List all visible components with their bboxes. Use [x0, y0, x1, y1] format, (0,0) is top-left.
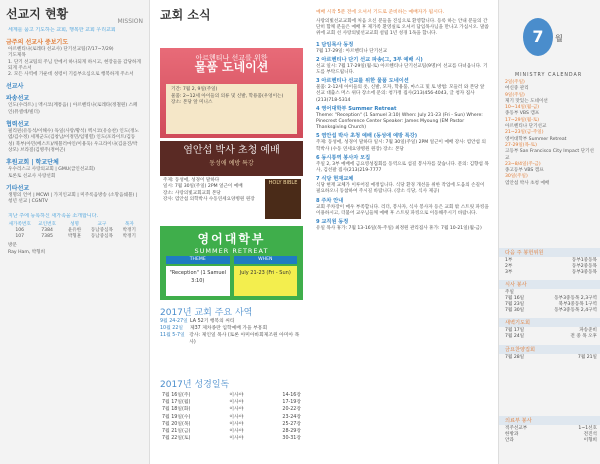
reading-date: 7월 22일(토) — [162, 436, 191, 442]
friday-worship-section-title: 금요찬양집회 — [499, 345, 600, 354]
reading-book: 이사야 — [229, 407, 244, 413]
announcement-heading: 8 주차 안내 — [316, 197, 344, 204]
schedule-text: 제37 제차종란 입학예배 가을 부흥회 — [190, 326, 268, 331]
schedule-date: 9월 24-27일 — [160, 319, 188, 324]
ministry-events — [505, 80, 597, 187]
event-date: 30일(주일) — [505, 174, 528, 180]
announcement-body: 선교 일시: 7월 17-29일(월-토) 아르헨티나 단기선교팀(9명)이 선교를 다녀옵니다. 기도를 부탁드립니다. — [316, 63, 488, 76]
offering-section-title: 다음 주 봉헌위원 — [499, 248, 600, 257]
announcements-header-note: 예배 시작 5분 전에 오셔서 기도로 준비하는 예배자가 됩시다. — [316, 10, 444, 15]
reading-book: 이사야 — [229, 436, 244, 442]
list-item — [316, 57, 490, 76]
reading-chapters: 14-16장 — [282, 393, 301, 398]
announcements-intro: 사랑의빛선교교회에 처음 오신 분들을 진심으로 환영합니다. 등록 하는 안내 분들의 간단히 함께 분들은 예배 후 제가족 환영실로 오셔서 담임목사님을 만나고 가십시오. 말씀 위에 교회 선 사랑의빛선교교회 설립 1년 성경 1독을 합니다. — [316, 19, 489, 37]
reading-chapters: 28-29장 — [282, 429, 301, 435]
theme-label: THEME — [166, 256, 230, 264]
other-mission-text: 생명의 언어 | MCWI | 가지인교회 | 미주록음방송 (소망음쉐블) | 청년 선교 | CGNTV — [8, 192, 138, 205]
prayer-line: 2. 모든 사역에 가운데 성령이 기름부으심으로 행복하게 주소서 — [8, 72, 134, 78]
dawn-prayer-section-title: 새벽기도회 — [499, 318, 600, 327]
visitor-label: 방문 — [8, 243, 17, 249]
event-name: 제기 맛있는 도네이션 — [505, 98, 548, 104]
announcement-body: Theme: "Reception" (1 Samuel 3:10) When: July 21-23 (Fri - Sun) Where: Pinecrest Conference Center Speaker: James Myoung (EM Pastor Thanksgiving Church) — [316, 112, 483, 131]
month-label: 월 — [555, 34, 563, 43]
bible-icon — [265, 179, 301, 219]
support-church-text: 토론토 선교사 사랑선회 — [8, 173, 56, 179]
row-label: 2부 — [505, 264, 513, 270]
list-item — [505, 308, 597, 314]
reading-date: 7월 18일(화) — [162, 407, 191, 413]
table-cell: 박정기 — [122, 228, 136, 234]
retreat-banner-en: SUMMER RETREAT — [194, 247, 269, 255]
list-item — [316, 155, 490, 174]
table-cell: 동남중심목 — [90, 228, 114, 234]
retreat-theme: "Reception" (1 Samuel 3:10) — [166, 266, 230, 296]
announcement-body: 식당 현재 교체가 이루어질 예정입니다. 식당 환경 개선을 위한 작업에 도움의 손길이 필요하오니 동참하여 주시길 바랍니다. (장소 식당, 식사 제공) — [316, 183, 485, 195]
schedule-text: 강사: 제인일 목사 (토론 아미아바회제조원 아미아 목사) — [189, 333, 300, 345]
mission-headline: 세계를 품고 기도하는 교회, 행복한 교회 우리교회 — [8, 27, 116, 33]
list-item — [505, 270, 597, 276]
missionary-section-title: 선교사 — [6, 83, 24, 91]
event-date: 27-29일(목-토) — [505, 142, 537, 148]
list-item — [505, 355, 597, 361]
announcement-body: 주제: 동성애, 성경이 말하다 일시: 7월 30일(주일) 2PM 얼근이 예배 강사: 염안섭 의학박사 (수동 연세요양병원 원장) 장소: 본당 — [316, 140, 486, 152]
reading-book: 이사야 — [229, 421, 244, 427]
row-value: 이형희 — [583, 438, 597, 444]
event-name: 여신중 관리 — [505, 86, 529, 92]
reading-book: 이사야 — [229, 400, 244, 406]
reading-chapters: 20-22장 — [282, 407, 301, 413]
table-header-cell: 교구 — [97, 222, 107, 228]
meal-list — [505, 290, 597, 314]
event-name: 고등부 San Francisco City Impact 단기선교 — [505, 149, 594, 161]
event-name: 염안섭 박사 초청 예배 — [505, 180, 550, 186]
table-cell: 106 — [15, 228, 25, 234]
medical-section-title: 의료부 봉사 — [499, 416, 600, 425]
prayer-line: 기도제목 — [8, 53, 26, 59]
schedule-date: 11월 5-7일 — [160, 333, 185, 338]
other-mission-title: 기타선교 — [6, 184, 30, 192]
lecture-banner-subtitle: 동성애 예방 특강 — [209, 160, 254, 167]
lecture-detail: 장소: 사랑의빛교회교회 본당 — [163, 190, 221, 196]
event-date: 21~23일(금-주일) — [505, 130, 544, 136]
reading-book: 이사야 — [229, 414, 244, 420]
reading-date: 7월 20일(목) — [162, 421, 191, 427]
mission-title-text: 선교지 현황 — [6, 7, 69, 21]
announcement-heading: 7 식당 현재교체 — [316, 176, 354, 183]
retreat-banner-title: 영어대학부 — [197, 232, 266, 246]
reading-date: 7월 19일(수) — [162, 414, 191, 420]
reading-chapters: 30-31장 — [282, 436, 301, 442]
partner-mission-text: 필리핀(유동석/이해수) 독일(사랑/황석) 멕시코(유승찬) 인도(정노엽/김수정) 세계군도(김창남/이정민/임명렬) 인도(포라이트/김동성) 북부(아민(베스트)/캐블러마인/이용욱) 우크라이나(김윤진/박상모) 브라질(김병주(정여곤) — [8, 129, 139, 153]
event-date: 23~8/4일(주-금) — [505, 161, 541, 167]
list-item — [160, 332, 303, 346]
announcement-body: 7월 17-29일: 아르헨티나 단기선교 — [316, 48, 388, 54]
bible-reading-title: 2017년 성경일독 — [160, 380, 230, 390]
row-value: 동부3중동목 2,3구역 — [554, 296, 597, 302]
list-item — [316, 106, 490, 132]
donation-banner-heading — [160, 48, 303, 72]
list-item — [160, 399, 303, 406]
lecture-banner-heading — [160, 141, 303, 176]
medical-list — [505, 426, 597, 444]
row-label: 적주선교부 — [505, 426, 528, 431]
row-label: 안과 — [505, 438, 514, 444]
announcement-body: 교회 주차장이 매우 부족합니다. 리더, 봉사자, 식사 봉사자 등은 교회 밖 스트릿 파킹을 이용하시고, 더불어 교우님들께 예배 후 스트릿 파킹으로 이동해주시기 바랍니다. — [316, 204, 489, 216]
announcements-column — [310, 0, 496, 464]
row-label: 7월 28일 — [505, 355, 525, 360]
new-family-table — [8, 222, 141, 240]
lecture-banner-title: 염안섭 박사 초청 예배 — [183, 145, 280, 156]
mission-title — [0, 0, 149, 27]
donation-banner-line2: 물품 도네이션 — [194, 60, 269, 74]
table-cell: 107 — [15, 234, 25, 240]
donation-banner-line1: 아르헨티나 선교를 위한 — [195, 54, 268, 62]
row-value: 동부2중동목 — [571, 264, 597, 270]
event-name: 종고등부 VBS 캠프 — [505, 168, 544, 174]
dawn-prayer-list — [505, 328, 597, 340]
retreat-when: July 21-23 (Fri - Sun) — [234, 266, 298, 296]
reading-chapters: 25-27장 — [282, 421, 301, 427]
row-value: 전진석 — [583, 432, 597, 438]
support-church-title: 후원교회 | 학교단체 — [6, 159, 59, 167]
offering-list — [505, 258, 597, 276]
list-item — [160, 435, 303, 442]
reading-chapters: 17-19장 — [282, 400, 301, 406]
row-label: 7월 30일 — [505, 308, 525, 314]
prayer-line: 아르헨티나(로레타 선교사) 단기선교팀(7/17~7/29) — [8, 47, 114, 52]
announcement-body: 유일 목사 휴가: 7월 13-16일(목-주일) 최정원 관리집사 휴가: 7월 10-21일(월-금) — [316, 226, 482, 232]
row-label: 7월 17일 — [505, 328, 525, 333]
event-date: 9일(주일) — [505, 92, 525, 98]
schedule-date: 10월 22일 — [160, 326, 184, 331]
donation-detail: 물품: 2~12세 아이들의 의류 및 신발, 학용품(우엉이는) — [171, 93, 284, 99]
list-item — [316, 176, 490, 195]
month-badge: 7 — [523, 18, 553, 56]
table-row — [8, 234, 141, 240]
list-item — [160, 421, 303, 428]
when-label: WHEN — [234, 256, 298, 264]
schedule-title: 2017년 교회 주요 사역 — [160, 308, 253, 318]
retreat-banner — [160, 226, 303, 300]
table-cell: 박형훈 — [67, 234, 82, 240]
row-value: 동부3중동목 2,4구역 — [554, 308, 597, 314]
row-value: 전 중 목 오후 — [570, 334, 597, 340]
reading-book: 이사야 — [229, 429, 244, 435]
meal-section-title: 식사 봉사 — [499, 280, 600, 289]
row-value: 동부1중동목 — [571, 258, 597, 263]
row-value: 동부3중동목 — [571, 270, 597, 276]
announcement-body: 주일 2, 3부 예배에 금요영성집회를 동역으로 섬길 봉사자를 찾습니다. 문의: 김향섭 목사, 김선팔 집사(213)219-7777 — [316, 161, 489, 174]
row-label: 7월 16일 — [505, 296, 525, 302]
announcement-heading: 1 담임목사 동정 — [316, 41, 354, 48]
list-item — [505, 438, 597, 444]
announcement-heading: 3 아르헨티나 선교를 위한 물품 도네이션 — [316, 78, 409, 85]
list-item — [316, 133, 490, 152]
schedule-text: LA 52기 행복의 씨티 — [190, 319, 235, 324]
new-family-title: 지난 주에 등록하신 새가족을 소개합니다. — [8, 213, 99, 220]
row-label: 7월 23일 — [505, 302, 525, 308]
reading-date: 7월 21일(금) — [162, 429, 191, 435]
event-name: 종동부 VBS 캠프 — [505, 111, 540, 117]
mission-title-en: MISSION — [117, 18, 143, 25]
event-date: 10~14일(월-금) — [505, 105, 540, 111]
donation-detail: 기간: 7월 2, 9일(주일) — [171, 87, 218, 92]
table-cell: 동남중심목 — [90, 234, 114, 240]
lecture-banner-details — [160, 177, 268, 205]
prayer-section-title: 금주의 선교사 중보기도 — [6, 39, 69, 46]
list-item — [160, 414, 303, 421]
table-cell: 윤유한 — [67, 228, 82, 234]
donation-banner — [160, 48, 303, 138]
list-item — [316, 42, 490, 55]
reading-date: 7월 16일(주) — [162, 393, 191, 398]
row-value: 북부3중동목 1구역 — [558, 302, 597, 308]
announcement-heading: 4 영어대학부 Summer Retreat — [316, 105, 397, 112]
announcement-heading: 6 동시통역 봉사자 모집 — [316, 154, 371, 161]
lecture-detail: 강사: 염안섭 의학박사 수동연세요양병원 원장 — [163, 197, 255, 203]
list-item — [505, 334, 597, 340]
news-column — [152, 0, 305, 464]
ministry-calendar-column — [498, 0, 600, 464]
row-value: 7월 21일 — [577, 355, 597, 360]
sent-mission-text: 인도(수라트) | 멕시코(계통음) | 아르헨티나(로레타(정철원) 스페인(뮤셀데/빌더) — [8, 103, 138, 115]
partner-mission-title: 협력선교 — [6, 121, 30, 129]
list-item — [316, 78, 490, 104]
reading-date: 7월 17일(월) — [162, 400, 191, 406]
row-value: 파송준비 — [579, 328, 597, 333]
row-label: 1부 — [505, 258, 513, 263]
table-header-cell: 교인번호 — [38, 222, 56, 228]
table-header-cell: 성명 — [70, 222, 79, 228]
event-name: 아르헨티나 단기선교 — [505, 124, 547, 130]
list-item — [160, 318, 303, 325]
row-label: 3부 — [505, 270, 513, 276]
list-item — [316, 219, 490, 232]
list-item — [160, 325, 303, 332]
table-cell: 7385 — [41, 234, 53, 240]
lecture-detail: 일시: 7월 30일(주일) 2PM 얼근이 예배 — [163, 184, 243, 190]
prayer-line: 1. 단기 선교팀의 주님 안에서 하나되게 하시고, 현장들을 감당하게 되게 주소서 — [8, 59, 141, 71]
reading-chapters: 23-24장 — [282, 414, 301, 420]
sent-mission-title: 파송선교 — [6, 95, 30, 103]
announcement-heading: 5 염안섭 박사 초청 예배 (동성애 예방 특강) — [316, 133, 418, 140]
announcement-heading: 2 아르헨티나 단기 선교 파송(그, 3부 예배 시) — [316, 56, 423, 63]
reading-book: 이사야 — [229, 393, 244, 398]
lecture-banner — [160, 141, 303, 222]
table-cell: 박정기 — [122, 234, 136, 240]
table-header-cell: 목자 — [124, 222, 134, 228]
table-cell: 7384 — [41, 228, 53, 234]
ministry-calendar-label: MINISTRY CALENDAR — [515, 73, 583, 78]
row-label: 7월 24일 — [505, 334, 525, 340]
news-title: 교회 소식 — [160, 8, 211, 22]
schedule-list — [160, 318, 303, 346]
event-date: 17~29일(월-토) — [505, 117, 540, 123]
list-item — [160, 392, 303, 399]
friday-worship-list — [505, 355, 597, 361]
list-item — [160, 406, 303, 413]
table-header-cell: 새가족번호 — [8, 222, 31, 228]
visitor-names: Ray Ham, 박형희 — [8, 249, 46, 255]
donation-detail: 장소: 본당 앞 미니스 — [171, 100, 213, 106]
announcement-heading: 9 교직원 동정 — [316, 219, 349, 226]
donation-banner-details — [166, 84, 297, 134]
retreat-banner-labels — [166, 256, 297, 264]
retreat-banner-boxes — [166, 266, 297, 296]
row-label: 주일 — [505, 290, 514, 295]
bible-reading-list — [160, 392, 303, 442]
row-label: 한방과 — [505, 432, 519, 438]
mission-column — [0, 0, 150, 464]
list-item — [160, 428, 303, 435]
list-item — [316, 198, 490, 217]
support-church-text: 우수리스크 사랑의교회 | GMU(급인선교회) — [8, 167, 95, 173]
lecture-detail: 주제: 동성애, 성경이 말하다 — [163, 178, 220, 183]
event-name: 영어대학부 Summer Retreat — [505, 136, 567, 142]
announcement-body: 물품: 2-12세 아이들의 옷, 신발, 모자, 학용품, 마스크 및 토 방법: 모들러 와 본당 앞 선교 대출스 머스 위다 장소에 문의: 청가정 집사(213)456-4043, 글 청자 집사(213)718-5314 — [316, 85, 485, 103]
bible-label: HOLY BIBLE — [268, 180, 298, 186]
event-date: 2일(주일) — [505, 80, 525, 85]
row-value: 1~1선호 — [578, 426, 597, 431]
